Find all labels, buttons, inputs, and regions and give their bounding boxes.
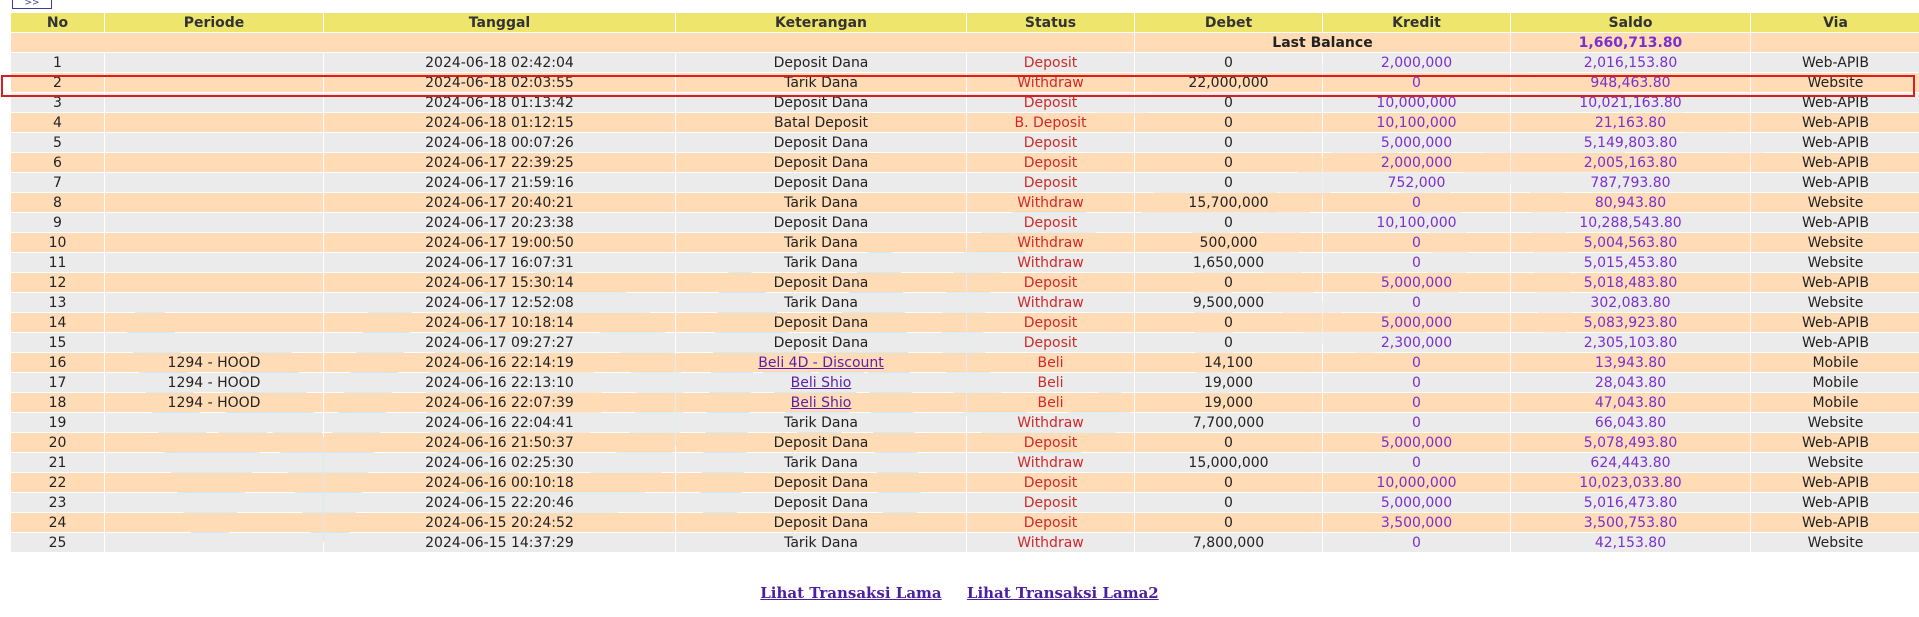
cell-tanggal: 2024-06-17 09:27:27 [324, 333, 675, 352]
cell-tanggal: 2024-06-17 21:59:16 [324, 173, 675, 192]
cell-kredit: 0 [1323, 413, 1510, 432]
col-header-debet: Debet [1135, 13, 1322, 32]
cell-no: 10 [11, 233, 104, 252]
cell-kredit: 5,000,000 [1323, 313, 1510, 332]
cell-no: 24 [11, 513, 104, 532]
table-row [11, 193, 1919, 212]
cell-no: 13 [11, 293, 104, 312]
bet-detail-link[interactable]: Beli Shio [790, 374, 852, 391]
cell-via: Mobile [1751, 373, 1919, 392]
cell-periode [105, 133, 323, 152]
cell-status: Deposit [967, 213, 1134, 232]
cell-keterangan: Tarik Dana [676, 293, 966, 312]
cell-no: 16 [11, 353, 104, 372]
cell-periode [105, 293, 323, 312]
cell-debet: 0 [1135, 173, 1322, 192]
cell-via: Website [1751, 73, 1919, 92]
cell-saldo: 66,043.80 [1511, 413, 1750, 432]
cell-debet: 0 [1135, 93, 1322, 112]
table-row [11, 293, 1919, 312]
cell-saldo: 3,500,753.80 [1511, 513, 1750, 532]
table-row [11, 433, 1919, 452]
cell-tanggal: 2024-06-16 00:10:18 [324, 473, 675, 492]
cell-tanggal: 2024-06-18 01:13:42 [324, 93, 675, 112]
col-header-no: No [11, 13, 104, 32]
cell-tanggal: 2024-06-15 22:20:46 [324, 493, 675, 512]
cell-kredit: 0 [1323, 253, 1510, 272]
cell-status: Deposit [967, 153, 1134, 172]
table-row [11, 93, 1919, 112]
cell-debet: 7,800,000 [1135, 533, 1322, 552]
table-row [11, 393, 1919, 412]
cell-periode: 1294 - HOOD [105, 373, 323, 392]
cell-tanggal: 2024-06-17 20:40:21 [324, 193, 675, 212]
cell-keterangan: Tarik Dana [676, 533, 966, 552]
cell-saldo: 5,078,493.80 [1511, 433, 1750, 452]
cell-tanggal: 2024-06-18 02:03:55 [324, 73, 675, 92]
cell-no: 12 [11, 273, 104, 292]
cell-periode [105, 533, 323, 552]
cell-kredit: 5,000,000 [1323, 273, 1510, 292]
footer-links [0, 584, 1919, 602]
cell-status: Deposit [967, 93, 1134, 112]
cell-debet: 14,100 [1135, 353, 1322, 372]
cell-tanggal: 2024-06-16 22:13:10 [324, 373, 675, 392]
cell-tanggal: 2024-06-15 20:24:52 [324, 513, 675, 532]
cell-keterangan: Deposit Dana [676, 433, 966, 452]
old-transactions-link-2[interactable]: Lihat Transaksi Lama2 [966, 584, 1159, 602]
table-row [11, 513, 1919, 532]
cell-no: 22 [11, 473, 104, 492]
cell-saldo: 47,043.80 [1511, 393, 1750, 412]
cell-status: Withdraw [967, 293, 1134, 312]
cell-keterangan: Deposit Dana [676, 273, 966, 292]
cell-debet: 0 [1135, 113, 1322, 132]
cell-keterangan: Tarik Dana [676, 73, 966, 92]
cell-status: Deposit [967, 53, 1134, 72]
cell-kredit: 5,000,000 [1323, 493, 1510, 512]
cell-debet: 0 [1135, 153, 1322, 172]
cell-debet: 0 [1135, 333, 1322, 352]
cell-status: Deposit [967, 513, 1134, 532]
cell-keterangan: Deposit Dana [676, 173, 966, 192]
cell-periode: 1294 - HOOD [105, 353, 323, 372]
table-row [11, 273, 1919, 292]
cell-saldo: 10,288,543.80 [1511, 213, 1750, 232]
cell-no: 8 [11, 193, 104, 212]
table-row [11, 53, 1919, 72]
cell-kredit: 0 [1323, 353, 1510, 372]
cell-no: 1 [11, 53, 104, 72]
cell-no: 7 [11, 173, 104, 192]
cell-debet: 7,700,000 [1135, 413, 1322, 432]
cell-debet: 0 [1135, 433, 1322, 452]
cell-debet: 0 [1135, 493, 1322, 512]
cell-status: Deposit [967, 173, 1134, 192]
cell-periode [105, 453, 323, 472]
cell-saldo: 10,023,033.80 [1511, 473, 1750, 492]
cell-periode [105, 273, 323, 292]
cell-keterangan: Tarik Dana [676, 253, 966, 272]
table-row [11, 253, 1919, 272]
cell-saldo: 2,016,153.80 [1511, 53, 1750, 72]
cell-via: Web-APIB [1751, 493, 1919, 512]
cell-saldo: 28,043.80 [1511, 373, 1750, 392]
cell-keterangan: Deposit Dana [676, 493, 966, 512]
cell-periode: 1294 - HOOD [105, 393, 323, 412]
cell-no: 15 [11, 333, 104, 352]
cell-no: 2 [11, 73, 104, 92]
cell-status: Withdraw [967, 233, 1134, 252]
cell-tanggal: 2024-06-16 21:50:37 [324, 433, 675, 452]
cell-tanggal: 2024-06-16 22:07:39 [324, 393, 675, 412]
cell-keterangan: Deposit Dana [676, 213, 966, 232]
cell-debet: 0 [1135, 473, 1322, 492]
cell-debet: 19,000 [1135, 393, 1322, 412]
table-row [11, 533, 1919, 552]
cell-kredit: 10,100,000 [1323, 213, 1510, 232]
cell-saldo: 2,005,163.80 [1511, 153, 1750, 172]
cell-status: Beli [967, 353, 1134, 372]
cell-via: Web-APIB [1751, 113, 1919, 132]
cell-saldo: 2,305,103.80 [1511, 333, 1750, 352]
cell-via: Web-APIB [1751, 513, 1919, 532]
cell-saldo: 948,463.80 [1511, 73, 1750, 92]
cell-kredit: 0 [1323, 453, 1510, 472]
cell-kredit: 2,000,000 [1323, 53, 1510, 72]
cell-debet: 15,000,000 [1135, 453, 1322, 472]
table-row [11, 453, 1919, 472]
cell-via: Website [1751, 293, 1919, 312]
cell-status: Withdraw [967, 413, 1134, 432]
cell-periode [105, 253, 323, 272]
cell-no: 21 [11, 453, 104, 472]
cell-no: 3 [11, 93, 104, 112]
cell-debet: 0 [1135, 53, 1322, 72]
cell-debet: 500,000 [1135, 233, 1322, 252]
cell-via: Website [1751, 453, 1919, 472]
cell-tanggal: 2024-06-17 10:18:14 [324, 313, 675, 332]
cell-kredit: 5,000,000 [1323, 433, 1510, 452]
cell-periode [105, 173, 323, 192]
col-header-tanggal: Tanggal [324, 13, 675, 32]
table-row [11, 353, 1919, 372]
cell-periode [105, 313, 323, 332]
table-header-row [11, 13, 1919, 32]
cell-tanggal: 2024-06-17 15:30:14 [324, 273, 675, 292]
cell-tanggal: 2024-06-16 02:25:30 [324, 453, 675, 472]
cell-status: Deposit [967, 473, 1134, 492]
cell-periode [105, 193, 323, 212]
cell-debet: 19,000 [1135, 373, 1322, 392]
cell-saldo: 13,943.80 [1511, 353, 1750, 372]
old-transactions-link[interactable]: Lihat Transaksi Lama [760, 584, 942, 602]
table-row [11, 413, 1919, 432]
last-balance-row [11, 33, 1919, 52]
cell-kredit: 0 [1323, 293, 1510, 312]
cell-periode [105, 153, 323, 172]
col-header-saldo: Saldo [1511, 13, 1750, 32]
cell-tanggal: 2024-06-16 22:04:41 [324, 413, 675, 432]
cell-via: Mobile [1751, 353, 1919, 372]
cell-keterangan: Deposit Dana [676, 513, 966, 532]
last-balance-value: 1,660,713.80 [1511, 33, 1750, 52]
cell-no: 20 [11, 433, 104, 452]
bet-detail-link[interactable]: Beli 4D - Discount [758, 354, 884, 371]
cell-no: 19 [11, 413, 104, 432]
cell-no: 11 [11, 253, 104, 272]
cell-tanggal: 2024-06-18 02:42:04 [324, 53, 675, 72]
cell-no: 4 [11, 113, 104, 132]
cell-periode [105, 233, 323, 252]
cell-via: Web-APIB [1751, 473, 1919, 492]
cell-status: Deposit [967, 273, 1134, 292]
last-balance-label: Last Balance [1135, 33, 1510, 52]
table-row [11, 133, 1919, 152]
cell-keterangan: Tarik Dana [676, 193, 966, 212]
cell-via: Web-APIB [1751, 213, 1919, 232]
cell-status: Withdraw [967, 453, 1134, 472]
cell-periode [105, 413, 323, 432]
cell-periode [105, 473, 323, 492]
cell-keterangan: Deposit Dana [676, 313, 966, 332]
cell-debet: 1,650,000 [1135, 253, 1322, 272]
cell-tanggal: 2024-06-18 00:07:26 [324, 133, 675, 152]
table-row [11, 173, 1919, 192]
cell-saldo: 5,016,473.80 [1511, 493, 1750, 512]
cell-kredit: 5,000,000 [1323, 133, 1510, 152]
cell-via: Website [1751, 193, 1919, 212]
cell-via: Web-APIB [1751, 173, 1919, 192]
cell-keterangan: Deposit Dana [676, 93, 966, 112]
cell-keterangan [676, 393, 966, 412]
cell-keterangan: Tarik Dana [676, 413, 966, 432]
cell-periode [105, 113, 323, 132]
cell-kredit: 3,500,000 [1323, 513, 1510, 532]
cell-saldo: 624,443.80 [1511, 453, 1750, 472]
col-header-keterangan: Keterangan [676, 13, 966, 32]
cell-no: 9 [11, 213, 104, 232]
cell-kredit: 2,000,000 [1323, 153, 1510, 172]
cell-periode [105, 493, 323, 512]
cell-debet: 0 [1135, 513, 1322, 532]
col-header-kredit: Kredit [1323, 13, 1510, 32]
cell-tanggal: 2024-06-17 22:39:25 [324, 153, 675, 172]
cell-status: Deposit [967, 313, 1134, 332]
cell-via: Web-APIB [1751, 433, 1919, 452]
cell-keterangan: Deposit Dana [676, 53, 966, 72]
cell-tanggal: 2024-06-16 22:14:19 [324, 353, 675, 372]
cell-periode [105, 53, 323, 72]
cell-periode [105, 333, 323, 352]
cell-status: Deposit [967, 133, 1134, 152]
cell-via: Web-APIB [1751, 153, 1919, 172]
cell-kredit: 0 [1323, 193, 1510, 212]
cell-tanggal: 2024-06-18 01:12:15 [324, 113, 675, 132]
cell-kredit: 2,300,000 [1323, 333, 1510, 352]
cell-saldo: 5,015,453.80 [1511, 253, 1750, 272]
cell-kredit: 0 [1323, 393, 1510, 412]
cell-saldo: 5,018,483.80 [1511, 273, 1750, 292]
cell-via: Web-APIB [1751, 133, 1919, 152]
table-row [11, 113, 1919, 132]
cell-saldo: 5,004,563.80 [1511, 233, 1750, 252]
cell-keterangan: Batal Deposit [676, 113, 966, 132]
cell-saldo: 42,153.80 [1511, 533, 1750, 552]
cell-keterangan: Deposit Dana [676, 153, 966, 172]
cell-keterangan: Tarik Dana [676, 233, 966, 252]
table-row [11, 153, 1919, 172]
cell-keterangan: Deposit Dana [676, 473, 966, 492]
cell-via: Website [1751, 533, 1919, 552]
cell-via: Website [1751, 253, 1919, 272]
table-row [11, 213, 1919, 232]
table-row [11, 313, 1919, 332]
cell-tanggal: 2024-06-17 20:23:38 [324, 213, 675, 232]
cell-via: Mobile [1751, 393, 1919, 412]
bet-detail-link[interactable]: Beli Shio [790, 394, 852, 411]
cell-periode [105, 433, 323, 452]
cell-kredit: 0 [1323, 73, 1510, 92]
table-row [11, 73, 1919, 92]
cell-via: Website [1751, 233, 1919, 252]
cell-no: 6 [11, 153, 104, 172]
next-page-button[interactable]: >> [12, 0, 52, 9]
cell-status: Withdraw [967, 193, 1134, 212]
cell-no: 17 [11, 373, 104, 392]
cell-kredit: 752,000 [1323, 173, 1510, 192]
cell-no: 23 [11, 493, 104, 512]
col-header-periode: Periode [105, 13, 323, 32]
cell-saldo: 10,021,163.80 [1511, 93, 1750, 112]
col-header-via: Via [1751, 13, 1919, 32]
table-row [11, 473, 1919, 492]
table-row [11, 233, 1919, 252]
cell-tanggal: 2024-06-17 19:00:50 [324, 233, 675, 252]
cell-debet: 15,700,000 [1135, 193, 1322, 212]
table-row [11, 373, 1919, 392]
col-header-status: Status [967, 13, 1134, 32]
cell-no: 5 [11, 133, 104, 152]
cell-debet: 0 [1135, 313, 1322, 332]
cell-tanggal: 2024-06-17 16:07:31 [324, 253, 675, 272]
cell-periode [105, 93, 323, 112]
cell-keterangan [676, 353, 966, 372]
cell-debet: 0 [1135, 213, 1322, 232]
cell-keterangan [676, 373, 966, 392]
cell-kredit: 0 [1323, 233, 1510, 252]
cell-status: Withdraw [967, 73, 1134, 92]
cell-via: Web-APIB [1751, 333, 1919, 352]
cell-debet: 0 [1135, 273, 1322, 292]
cell-saldo: 787,793.80 [1511, 173, 1750, 192]
cell-kredit: 0 [1323, 533, 1510, 552]
cell-via: Web-APIB [1751, 313, 1919, 332]
cell-via: Web-APIB [1751, 273, 1919, 292]
cell-kredit: 10,000,000 [1323, 93, 1510, 112]
table-row [11, 333, 1919, 352]
cell-status: Withdraw [967, 253, 1134, 272]
cell-no: 14 [11, 313, 104, 332]
cell-status: Beli [967, 373, 1134, 392]
cell-tanggal: 2024-06-15 14:37:29 [324, 533, 675, 552]
cell-status: B. Deposit [967, 113, 1134, 132]
cell-status: Deposit [967, 333, 1134, 352]
cell-keterangan: Deposit Dana [676, 333, 966, 352]
cell-kredit: 0 [1323, 373, 1510, 392]
cell-via: Web-APIB [1751, 93, 1919, 112]
cell-debet: 0 [1135, 133, 1322, 152]
cell-kredit: 10,100,000 [1323, 113, 1510, 132]
cell-periode [105, 513, 323, 532]
cell-saldo: 21,163.80 [1511, 113, 1750, 132]
cell-status: Withdraw [967, 533, 1134, 552]
cell-saldo: 80,943.80 [1511, 193, 1750, 212]
cell-kredit: 10,000,000 [1323, 473, 1510, 492]
cell-debet: 9,500,000 [1135, 293, 1322, 312]
cell-periode [105, 73, 323, 92]
transaction-table [10, 12, 1919, 553]
cell-no: 18 [11, 393, 104, 412]
cell-debet: 22,000,000 [1135, 73, 1322, 92]
cell-via: Website [1751, 413, 1919, 432]
cell-status: Deposit [967, 433, 1134, 452]
cell-via: Web-APIB [1751, 53, 1919, 72]
cell-keterangan: Deposit Dana [676, 133, 966, 152]
cell-keterangan: Tarik Dana [676, 453, 966, 472]
cell-saldo: 5,149,803.80 [1511, 133, 1750, 152]
cell-tanggal: 2024-06-17 12:52:08 [324, 293, 675, 312]
cell-saldo: 5,083,923.80 [1511, 313, 1750, 332]
cell-saldo: 302,083.80 [1511, 293, 1750, 312]
cell-status: Deposit [967, 493, 1134, 512]
cell-no: 25 [11, 533, 104, 552]
table-row [11, 493, 1919, 512]
cell-periode [105, 213, 323, 232]
cell-status: Beli [967, 393, 1134, 412]
